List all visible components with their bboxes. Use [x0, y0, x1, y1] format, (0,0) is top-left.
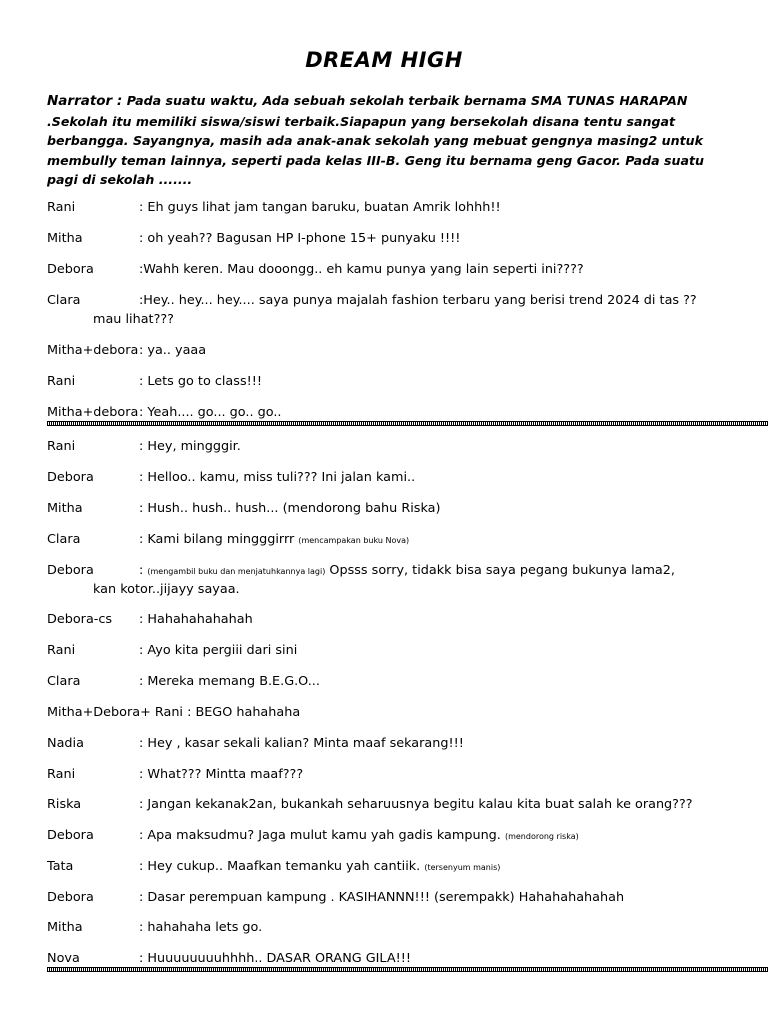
- speaker-name: Clara: [47, 674, 81, 689]
- speaker-name: Mitha: [47, 501, 83, 516]
- dialogue-main: : Kami bilang mingggirrr: [139, 532, 295, 547]
- dialogue-text: : Mereka memang B.E.G.O...: [139, 674, 320, 689]
- speaker-name: Nova: [47, 951, 80, 966]
- dialogue-text: : Ayo kita pergiii dari sini: [139, 643, 298, 658]
- speaker-name: Tata: [47, 859, 74, 874]
- speaker-name: Clara: [47, 532, 81, 547]
- dialogue-text: : Helloo.. kamu, miss tuli??? Ini jalan kami..: [139, 470, 416, 485]
- dialogue-text: [139, 530, 409, 550]
- dialogue-text: : Eh guys lihat jam tangan baruku, buatan Amrik lohhh!!: [139, 200, 501, 215]
- dialogue-text: :Hey.. hey... hey.... saya punya majalah fashion terbaru yang berisi trend 2024 di tas ??: [139, 293, 697, 308]
- dialogue-text: : Hey, mingggir.: [139, 439, 241, 454]
- speaker-name: Debora: [47, 563, 94, 578]
- dialogue-text: : BEGO hahahaha: [187, 705, 301, 720]
- speaker-name: Mitha: [47, 920, 83, 935]
- section-divider: [47, 967, 768, 972]
- dialogue-colon: :: [139, 563, 144, 578]
- speaker-name: Rani: [47, 374, 76, 389]
- dialogue-text: : Jangan kekanak2an, bukankah seharuusnya begitu kalau kita buat salah ke orang???: [139, 797, 693, 812]
- speaker-name: Debora: [47, 470, 94, 485]
- speaker-name: Clara: [47, 293, 81, 308]
- speaker-name: Rani: [47, 439, 76, 454]
- dialogue-continuation: mau lihat???: [93, 312, 174, 327]
- page-title: DREAM HIGH: [305, 48, 463, 72]
- dialogue-text: : Lets go to class!!!: [139, 374, 263, 389]
- dialogue-text: : Hahahahahahah: [139, 612, 253, 627]
- dialogue-line: [47, 703, 727, 722]
- dialogue-continuation: kan kotor..jijayy sayaa.: [93, 582, 240, 597]
- dialogue-text: [139, 561, 675, 581]
- narrator-label: Narrator :: [47, 93, 123, 109]
- stage-direction: (mendorong riska): [504, 832, 579, 841]
- dialogue-main: Opsss sorry, tidakk bisa saya pegang bukunya lama2,: [329, 563, 675, 578]
- dialogue-text: : hahahaha lets go.: [139, 920, 263, 935]
- dialogue-text: : Yeah.... go... go.. go..: [139, 405, 282, 420]
- speaker-name: Debora: [47, 262, 94, 277]
- speaker-name: Rani: [47, 643, 76, 658]
- speaker-name: Mitha+Debora+ Rani: [47, 705, 183, 720]
- dialogue-text: : What??? Mintta maaf???: [139, 767, 304, 782]
- speaker-name: Nadia: [47, 736, 84, 751]
- dialogue-text: : oh yeah?? Bagusan HP I-phone 15+ punyaku !!!!: [139, 231, 461, 246]
- dialogue-text: : Hush.. hush.. hush... (mendorong bahu Riska): [139, 501, 441, 516]
- dialogue-text: [139, 857, 500, 877]
- narrator-paragraph: [47, 91, 727, 190]
- speaker-name: Mitha: [47, 231, 83, 246]
- speaker-name: Riska: [47, 797, 82, 812]
- section-divider: [47, 421, 768, 426]
- stage-direction: (mencampakan buku Nova): [298, 536, 410, 545]
- dialogue-main: : Apa maksudmu? Jaga mulut kamu yah gadis kampung.: [139, 828, 501, 843]
- narrator-text: Pada suatu waktu, Ada sebuah sekolah terbaik bernama SMA TUNAS HARAPAN .Sekolah itu memiliki siswa/siswi terbaik.Siapapun yang bersekolah disana tentu sangat berbangga. Sayangnya, masih ada anak-anak sekolah yang mebuat gengnya masing2 untuk membully teman lainnya, seperti pada kelas III-B. Geng itu bernama geng Gacor. Pada suatu pagi di sekolah .......: [47, 93, 705, 187]
- dialogue-text: : Dasar perempuan kampung . KASIHANNN!!! (serempakk) Hahahahahahah: [139, 890, 625, 905]
- dialogue-text: : ya.. yaaa: [139, 343, 207, 358]
- speaker-name: Rani: [47, 200, 76, 215]
- speaker-name: Mitha+debora: [47, 343, 139, 358]
- stage-direction: (tersenyum manis): [424, 863, 501, 872]
- dialogue-text: [139, 826, 579, 846]
- dialogue-line: [47, 291, 727, 329]
- speaker-name: Rani: [47, 767, 76, 782]
- speaker-name: Debora: [47, 828, 94, 843]
- dialogue-text: : Huuuuuuuuhhhh.. DASAR ORANG GILA!!!: [139, 951, 412, 966]
- speaker-name: Mitha+debora: [47, 405, 139, 420]
- speaker-name: Debora-cs: [47, 612, 113, 627]
- dialogue-line: [47, 561, 727, 599]
- dialogue-text: : Hey , kasar sekali kalian? Minta maaf sekarang!!!: [139, 736, 464, 751]
- speaker-name: Debora: [47, 890, 94, 905]
- stage-direction: (mengambil buku dan menjatuhkannya lagi): [147, 567, 326, 576]
- dialogue-text: :Wahh keren. Mau dooongg.. eh kamu punya yang lain seperti ini????: [139, 262, 584, 277]
- dialogue-main: : Hey cukup.. Maafkan temanku yah cantiik.: [139, 859, 421, 874]
